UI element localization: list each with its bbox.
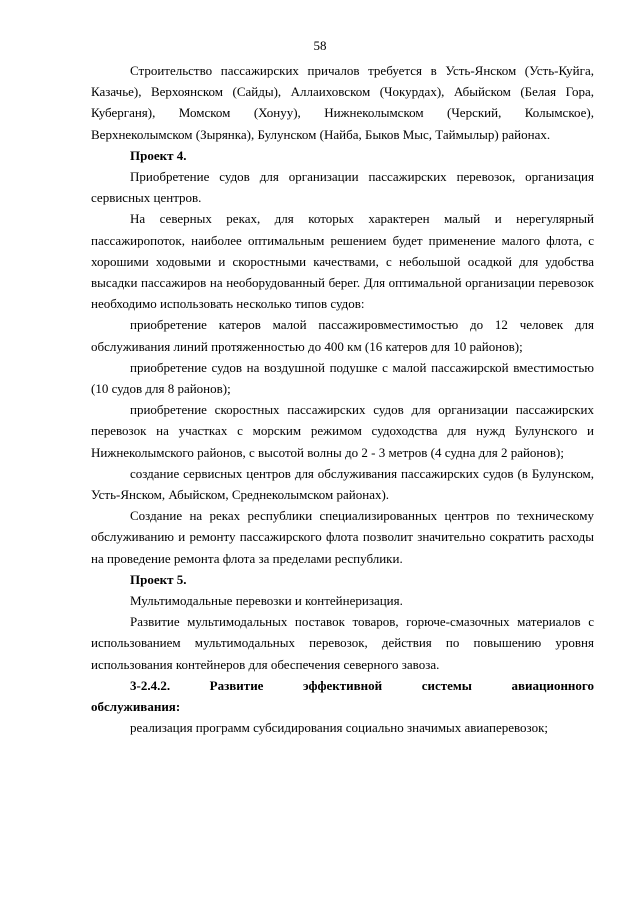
page-number: 58 xyxy=(313,38,327,53)
paragraph-repair-centers: Создание на реках республики специализированных центров по техническому обслуживанию и ремонту пассажирского флота позволит значительно сократить расходы на проведение ремонта флота за пределами республики. xyxy=(91,508,594,566)
section-heading-aviation: 3-2.4.2. Развитие эффективной системы авиационного xyxy=(130,677,594,693)
paragraph-multimodal-development: Развитие мультимодальных поставок товаров, горюче-смазочных материалов с использованием мультимодальных перевозок, действия по повышению уровня использования контейнеров для обеспечения северного завоза. xyxy=(91,614,594,672)
list-item-subsidies: реализация программ субсидирования социально значимых авиаперевозок; xyxy=(130,720,549,736)
paragraph-multimodal: Мультимодальные перевозки и контейнеризация. xyxy=(130,593,403,609)
section-heading-aviation-cont: обслуживания: xyxy=(91,699,181,715)
paragraph-northern-rivers: На северных реках, для которых характерен малый и нерегулярный пассажиропоток, наиболее оптимальным решением будет применение малого флота, с хорошими ходовыми и скоростными качествами, с небольшой осадкой для удобства высадки пассажиров на необорудованный берег. Для оптимальной организации перевозок необходимо использовать несколько типов судов: xyxy=(91,211,594,312)
list-item-hovercraft: приобретение судов на воздушной подушке с малой пассажирской вместимостью (10 судов для 8 районов); xyxy=(91,359,594,397)
paragraph-vessel-acquisition: Приобретение судов для организации пассажирских перевозок, организация сервисных центров. xyxy=(91,169,594,206)
document-body xyxy=(91,60,594,739)
heading-project-5: Проект 5. xyxy=(130,571,187,587)
heading-project-4: Проект 4. xyxy=(130,147,187,163)
list-item-boats: приобретение катеров малой пассажировместимостью до 12 человек для обслуживания линий протяженностью до 400 км (16 катеров для 10 районов); xyxy=(91,317,594,354)
list-item-service-centers: создание сервисных центров для обслуживания пассажирских судов (в Булунском, Усть-Янском, Абыйском, Среднеколымском районах). xyxy=(91,465,594,503)
paragraph-passenger-piers: Строительство пассажирских причалов требуется в Усть-Янском (Усть-Куйга, Казачье), Верхоянском (Сайды), Аллаиховском (Чокурдах), Абыйском (Белая Гора, Куберганя), Момском (Хонуу), Нижнеколымском (Черский, Колымское), Верхнеколымском (Зырянка), Булунском (Найба, Быков Мыс, Таймылыр) районах. xyxy=(91,63,594,142)
list-item-fast-vessels: приобретение скоростных пассажирских судов для организации пассажирских перевозок на участках с морским режимом судоходства для нужд Булунского и Нижнеколымского районов, с высотой волны до 2 - 3 метров (4 судна для 2 районов); xyxy=(91,402,594,460)
